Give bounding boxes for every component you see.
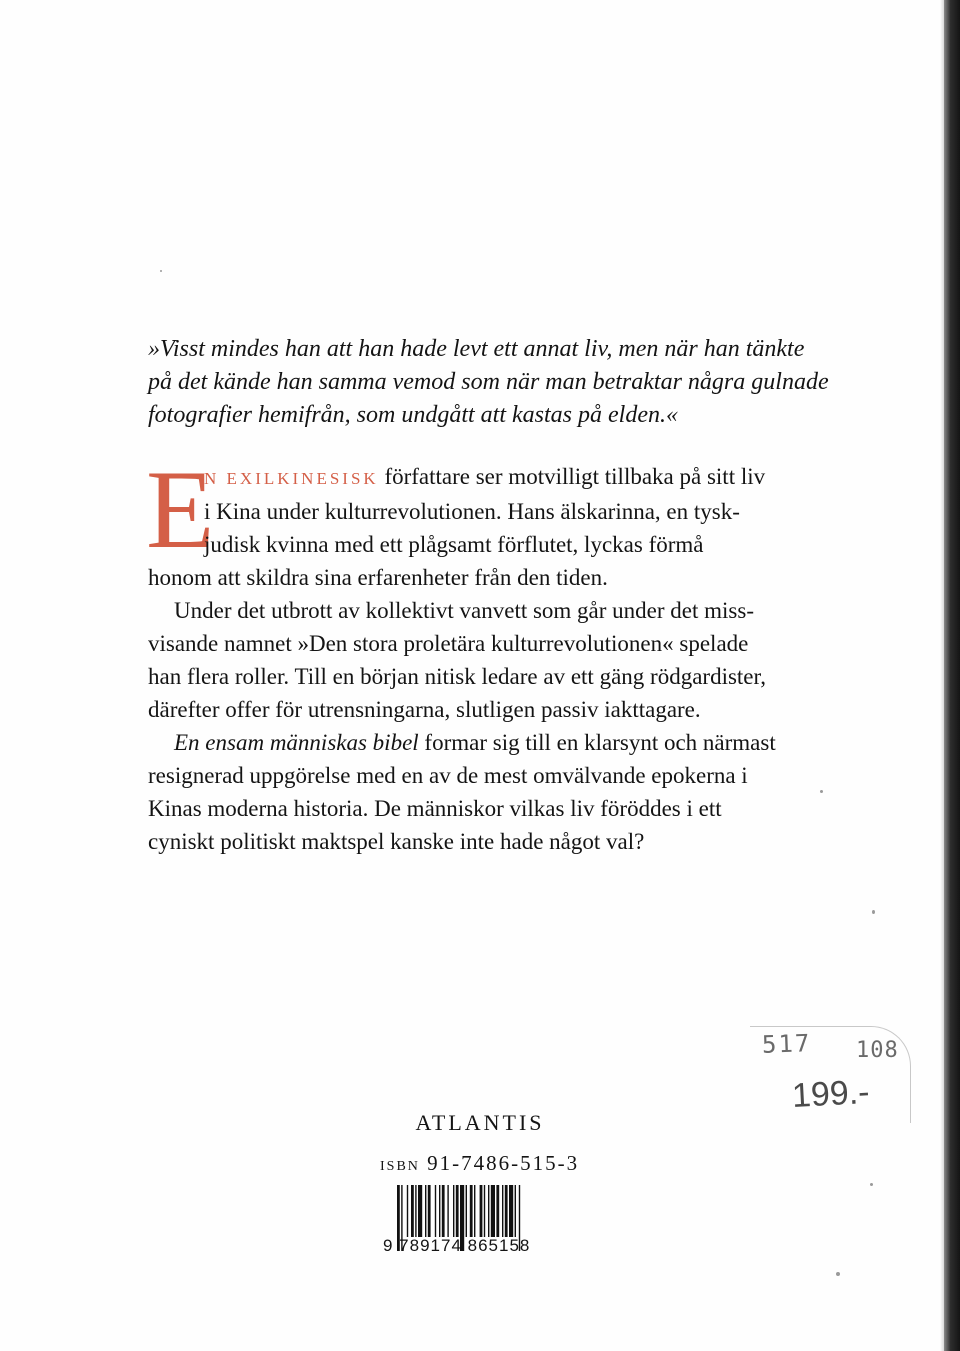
dust-speck: [870, 1183, 873, 1186]
blurb-opening-smallcaps: N EXILKINESISK: [204, 469, 379, 488]
blurb-line: [148, 726, 828, 759]
barcode-bar: [491, 1185, 495, 1237]
barcode-bar: [407, 1185, 408, 1237]
barcode-bar: [466, 1185, 467, 1237]
barcode-bar: [428, 1185, 431, 1237]
barcode-digits: 9 789174 865158: [383, 1236, 531, 1255]
sticker-code: 517: [761, 1029, 812, 1059]
blurb-text: [146, 448, 828, 858]
blurb-line: i Kina under kulturrevolutionen. Hans älskarinna, en tysk-: [204, 499, 740, 524]
barcode-bar: [502, 1185, 503, 1237]
blurb-line: Under det utbrott av kollektivt vanvett som går under det miss-: [174, 598, 754, 623]
isbn-label: ISBN: [380, 1159, 420, 1174]
blurb-line: [148, 460, 828, 495]
barcode-bar: [470, 1185, 473, 1237]
blurb-line: visande namnet »Den stora proletära kulturrevolutionen« spelade: [148, 631, 749, 656]
blurb-line-text: formar sig till en klarsynt och närmast: [418, 730, 776, 755]
barcode-bar: [484, 1185, 485, 1237]
barcode-bar: [509, 1185, 513, 1237]
blurb-line: judisk kvinna med ett plågsamt förflutet, lyckas förmå: [204, 532, 704, 557]
isbn-line: [380, 1151, 620, 1176]
quote-line: på det kände han samma vemod som när man betraktar några gulnade: [148, 369, 829, 395]
dust-speck: [820, 790, 823, 793]
publisher-name: ATLANTIS: [415, 1110, 545, 1135]
blurb-line: han flera roller. Till en början nitisk ledare av ett gäng rödgardister,: [148, 664, 766, 689]
barcode-bar: [442, 1185, 445, 1237]
barcode-bar: [411, 1185, 414, 1237]
book-title-italic: En ensam människas bibel: [174, 730, 419, 755]
barcode-bar: [505, 1185, 508, 1237]
blurb-line: därefter offer för utrensningarna, slutligen passiv iakttagare.: [148, 697, 701, 722]
blurb-line: Kinas moderna historia. De människor vilkas liv föröddes i ett: [148, 796, 722, 821]
quote-line: »Visst mindes han att han hade levt ett annat liv, men när han tänkte: [148, 336, 805, 362]
barcode-bar: [515, 1185, 516, 1237]
barcode-bar: [488, 1185, 489, 1237]
barcode-bar: [447, 1185, 448, 1237]
drop-cap-letter: E: [146, 448, 215, 572]
dust-speck: [872, 910, 875, 914]
blurb-line: honom att skildra sina erfarenheter från den tiden.: [148, 565, 608, 590]
barcode-bar: [425, 1185, 426, 1237]
isbn-number: 91-7486-515-3: [427, 1151, 580, 1175]
barcode-bar: [496, 1185, 499, 1237]
dust-speck: [836, 1272, 840, 1276]
dust-speck: [160, 270, 162, 272]
barcode-bar: [415, 1185, 416, 1237]
blurb-line: resignerad uppgörelse med en av de mest omvälvande epokerna i: [148, 763, 748, 788]
blurb-line-text: författare ser motvilligt tillbaka på sitt liv: [378, 464, 766, 489]
cover-spine-edge: [944, 0, 960, 1351]
barcode-bar: [453, 1185, 454, 1237]
blurb-line: cyniskt politiskt maktspel kanske inte hade något val?: [148, 829, 645, 854]
handwritten-price: 199.-: [791, 1072, 871, 1116]
quote-line: fotografier hemifrån, som undgått att kastas på elden.«: [148, 402, 678, 428]
excerpt-quote: [148, 333, 848, 432]
barcode-bar: [474, 1185, 475, 1237]
barcode-bar: [439, 1185, 440, 1237]
sticker-code-secondary: 108: [856, 1038, 899, 1063]
barcode-bar: [480, 1185, 483, 1237]
barcode-bar: [456, 1185, 459, 1237]
barcode-bar: [418, 1185, 422, 1237]
barcode-bar: [435, 1185, 436, 1237]
